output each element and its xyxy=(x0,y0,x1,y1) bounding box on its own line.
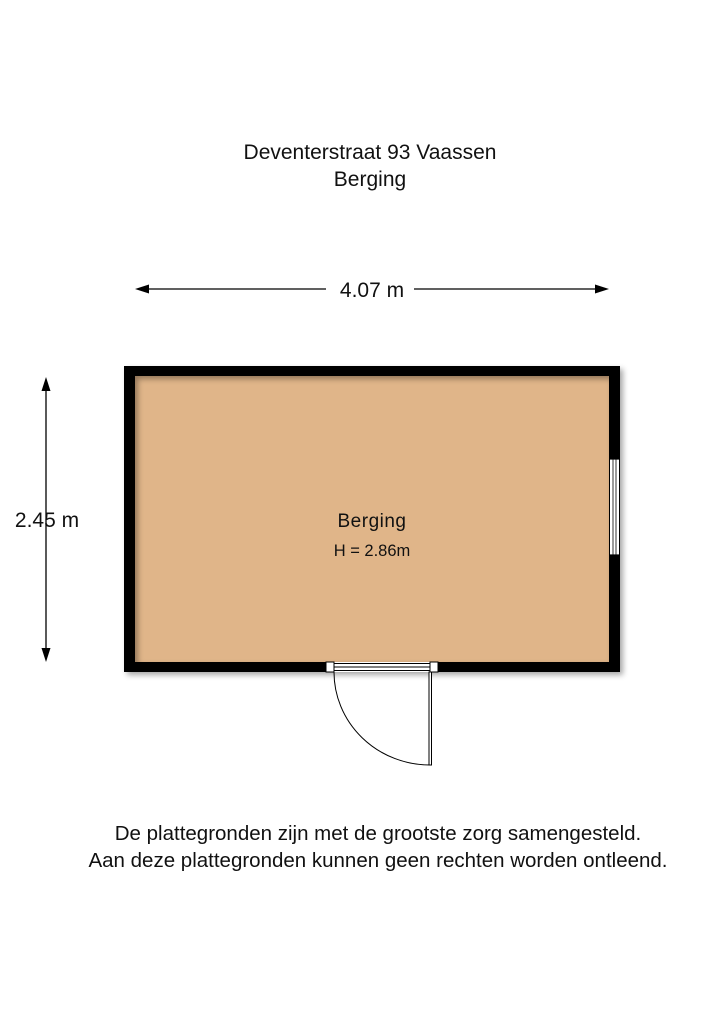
door-swing-arc xyxy=(334,672,430,765)
room-berging xyxy=(124,366,620,765)
window-opening xyxy=(609,459,620,555)
arrow-right-icon xyxy=(595,285,609,294)
arrow-down-icon xyxy=(42,648,51,662)
floor-name-title: Berging xyxy=(333,168,407,191)
disclaimer-line-2: Aan deze plattegronden kunnen geen rechten worden ontleend. xyxy=(88,849,668,872)
door-leaf xyxy=(429,672,432,765)
disclaimer-line-1: De plattegronden zijn met de grootste zorg samengesteld. xyxy=(114,822,642,845)
door-jamb-right xyxy=(430,662,438,672)
width-dimension-label: 4.07 m xyxy=(339,279,405,302)
window xyxy=(609,459,620,555)
room-name-label: Berging xyxy=(337,511,407,532)
width-dimension xyxy=(135,279,609,302)
height-dimension xyxy=(15,377,79,662)
arrow-left-icon xyxy=(135,285,149,294)
address-title: Deventerstraat 93 Vaassen xyxy=(243,141,497,164)
height-dimension-label: 2.45 m xyxy=(14,509,80,532)
door xyxy=(326,662,438,765)
room-ceiling-height-label: H = 2.86m xyxy=(333,542,411,560)
arrow-up-icon xyxy=(42,377,51,391)
door-jamb-left xyxy=(326,662,334,672)
